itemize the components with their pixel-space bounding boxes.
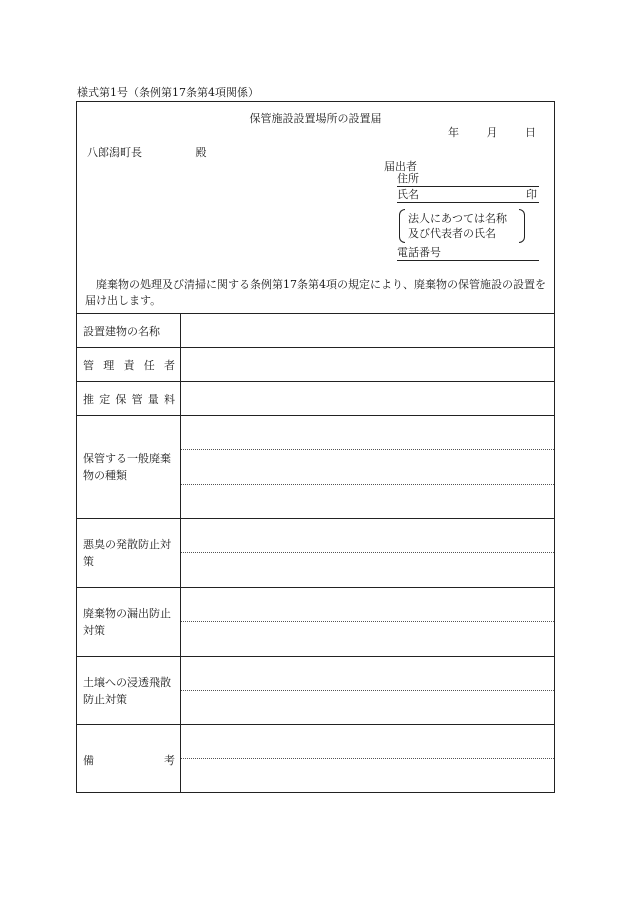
right-bracket	[519, 209, 525, 243]
address-label: 住所	[397, 172, 419, 185]
addressee-honorific: 殿	[195, 146, 207, 159]
dotted-line	[181, 758, 554, 759]
manager-char: 管	[83, 359, 94, 372]
waste-types-label: 保管する一般廃棄物の種類	[83, 452, 171, 482]
name-label: 氏名	[397, 188, 419, 201]
amount-char: 量	[147, 393, 159, 406]
amount-char: 料	[163, 393, 175, 406]
row-divider	[77, 587, 554, 588]
statement-text: 廃棄物の処理及び清掃に関する条例第17条第4項の規定により、廃棄物の保管施設の設置を届け出します。	[85, 278, 546, 307]
addressee-name: 八郎潟町長	[87, 146, 142, 159]
table-top-border	[77, 313, 554, 314]
leak-label: 廃棄物の漏出防止対策	[83, 607, 171, 637]
manager-char: 者	[164, 359, 175, 372]
amount-char: 管	[131, 393, 143, 406]
row-divider	[77, 415, 554, 416]
address-field[interactable]	[397, 172, 539, 187]
form-title: 保管施設設置場所の設置届	[249, 112, 382, 125]
amount-char: 保	[115, 393, 127, 406]
phone-field[interactable]	[397, 246, 539, 261]
manager-label	[83, 357, 175, 373]
corporate-note-line2: 及び代表者の氏名	[408, 227, 496, 240]
row-divider	[77, 724, 554, 725]
dotted-line	[181, 621, 554, 622]
name-field[interactable]	[397, 188, 539, 203]
amount-char: 定	[99, 393, 111, 406]
corporate-note-line1: 法人にあつては名称	[408, 212, 507, 225]
year-label: 年	[448, 126, 459, 139]
notification-form	[76, 101, 555, 793]
manager-char: 任	[143, 359, 155, 372]
estimated-amount-label	[83, 391, 175, 407]
dotted-line	[181, 552, 554, 553]
dotted-line	[181, 690, 554, 691]
corporate-note-text	[408, 211, 507, 241]
soil-label: 土壌への浸透飛散防止対策	[83, 676, 171, 706]
dotted-line	[181, 484, 554, 485]
row-divider	[77, 381, 554, 382]
amount-char: 推	[83, 393, 94, 406]
building-name-label: 設置建物の名称	[83, 325, 160, 338]
applicant-heading: 届出者	[384, 160, 417, 173]
row-divider	[77, 656, 554, 657]
manager-char: 責	[123, 359, 135, 372]
row-divider	[77, 347, 554, 348]
row-divider	[77, 518, 554, 519]
corporate-note	[399, 209, 525, 243]
remarks-label	[83, 752, 175, 768]
left-bracket	[399, 209, 405, 243]
odor-label: 悪臭の発散防止対策	[83, 538, 171, 568]
remarks-char: 考	[164, 754, 175, 767]
phone-label: 電話番号	[397, 246, 441, 259]
column-divider	[180, 313, 181, 793]
manager-char: 理	[103, 359, 115, 372]
day-label: 日	[525, 126, 536, 139]
month-label: 月	[486, 126, 498, 139]
seal-mark: 印	[526, 188, 537, 201]
dotted-line	[181, 449, 554, 450]
remarks-char: 備	[83, 754, 94, 767]
date-fields	[424, 124, 536, 140]
form-number: 様式第1号（条例第17条第4項関係）	[77, 86, 259, 99]
addressee	[87, 144, 207, 160]
